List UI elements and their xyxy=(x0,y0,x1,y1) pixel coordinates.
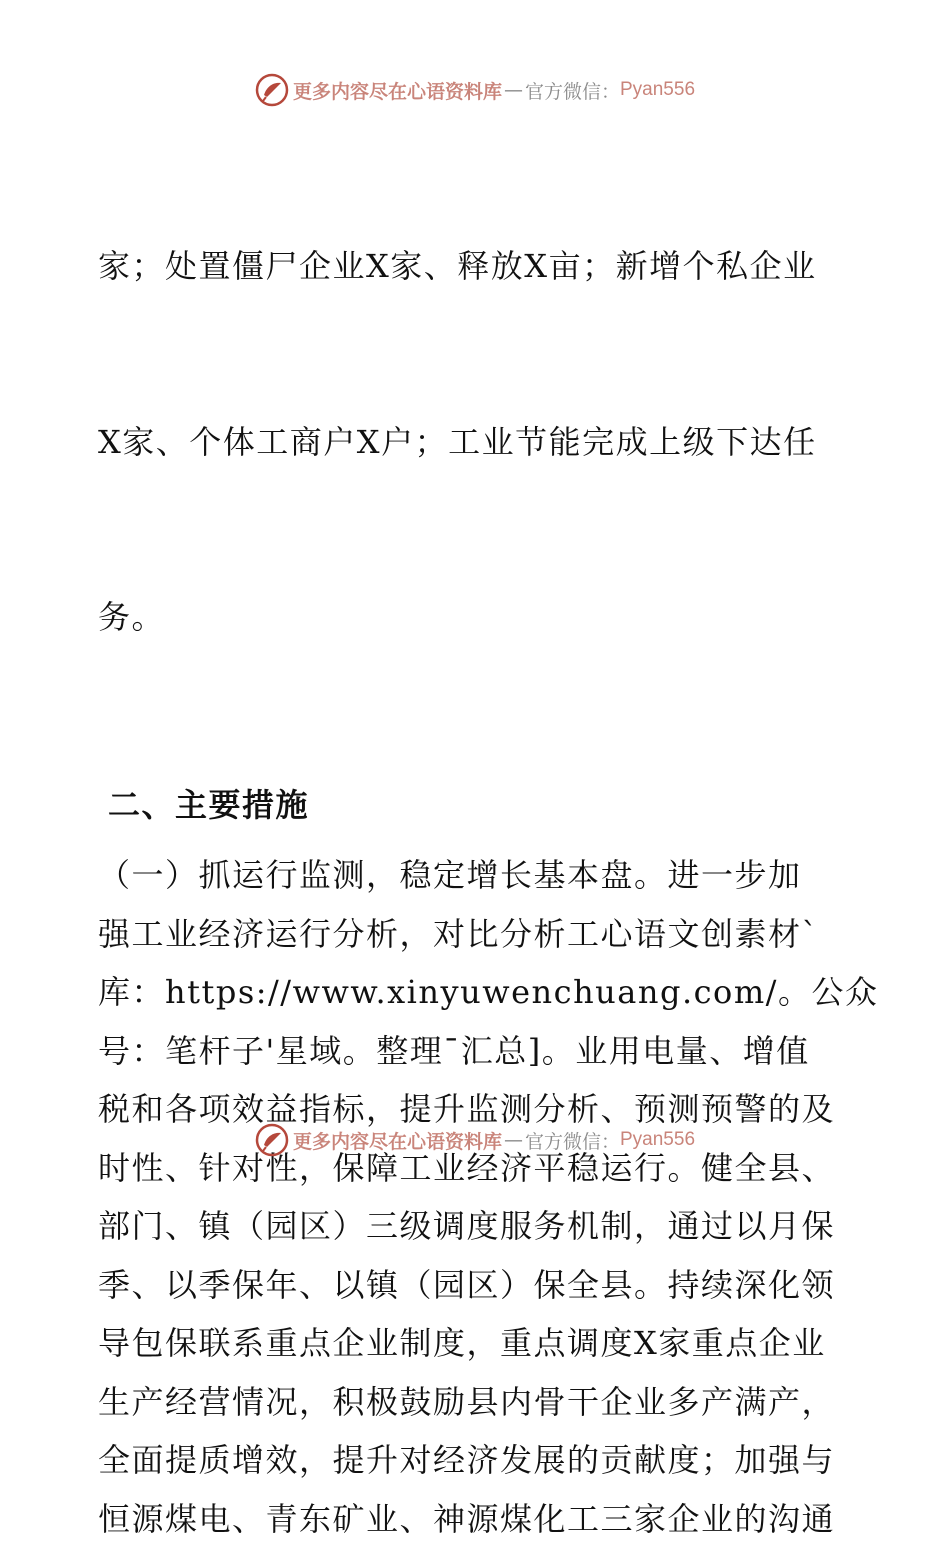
banner-dash: — xyxy=(504,79,523,101)
text-line: （一）抓运行监测，稳定增长基本盘。进一步加 xyxy=(98,846,858,905)
footer-banner xyxy=(0,1120,950,1160)
banner-wx-label: 官方微信： xyxy=(525,1127,620,1154)
banner-wx-label: 官方微信： xyxy=(525,77,620,104)
text-line: 务。 xyxy=(98,588,858,647)
text-line: 生产经营情况，积极鼓励县内骨干企业多产满产， xyxy=(98,1373,858,1432)
banner-wx-id: Pyan556 xyxy=(620,1129,695,1151)
text-line: 恒源煤电、青东矿业、神源煤化工三家企业的沟通 xyxy=(98,1490,858,1548)
text-line: 库：https://www.xinyuwenchuang.com/。公众 xyxy=(98,963,858,1022)
text-line: 部门、镇（园区）三级调度服务机制，通过以月保 xyxy=(98,1197,858,1256)
banner-dash: — xyxy=(504,1129,523,1151)
banner-main-text: 更多内容尽在心语资料库 xyxy=(293,1127,502,1154)
text-line: 号：笔杆子'星域。整理¯汇总]。业用电量、增值 xyxy=(98,1022,858,1081)
text-line: X家、个体工商户X户；工业节能完成上级下达任 xyxy=(98,413,858,472)
header-banner xyxy=(0,70,950,110)
brand-logo-icon xyxy=(255,1123,289,1157)
document-body xyxy=(98,120,858,1548)
text-line: 时性、针对性，保障工业经济平稳运行。健全县、 xyxy=(98,1139,858,1198)
banner-wx-id: Pyan556 xyxy=(620,79,695,101)
brand-logo-icon xyxy=(255,73,289,107)
text-line: 导包保联系重点企业制度，重点调度X家重点企业 xyxy=(98,1314,858,1373)
section-paragraph xyxy=(98,846,858,1548)
section-heading: 二、主要措施 xyxy=(98,776,858,835)
banner-main-text: 更多内容尽在心语资料库 xyxy=(293,77,502,104)
text-line: 全面提质增效，提升对经济发展的贡献度；加强与 xyxy=(98,1431,858,1490)
text-line: 税和各项效益指标，提升监测分析、预测预警的及 xyxy=(98,1080,858,1139)
intro-paragraph xyxy=(98,120,858,764)
text-line: 强工业经济运行分析，对比分析工心语文创素材` xyxy=(98,905,858,964)
text-line: 家；处置僵尸企业X家、释放X亩；新增个私企业 xyxy=(98,237,858,296)
text-line: 季、以季保年、以镇（园区）保全县。持续深化领 xyxy=(98,1256,858,1315)
